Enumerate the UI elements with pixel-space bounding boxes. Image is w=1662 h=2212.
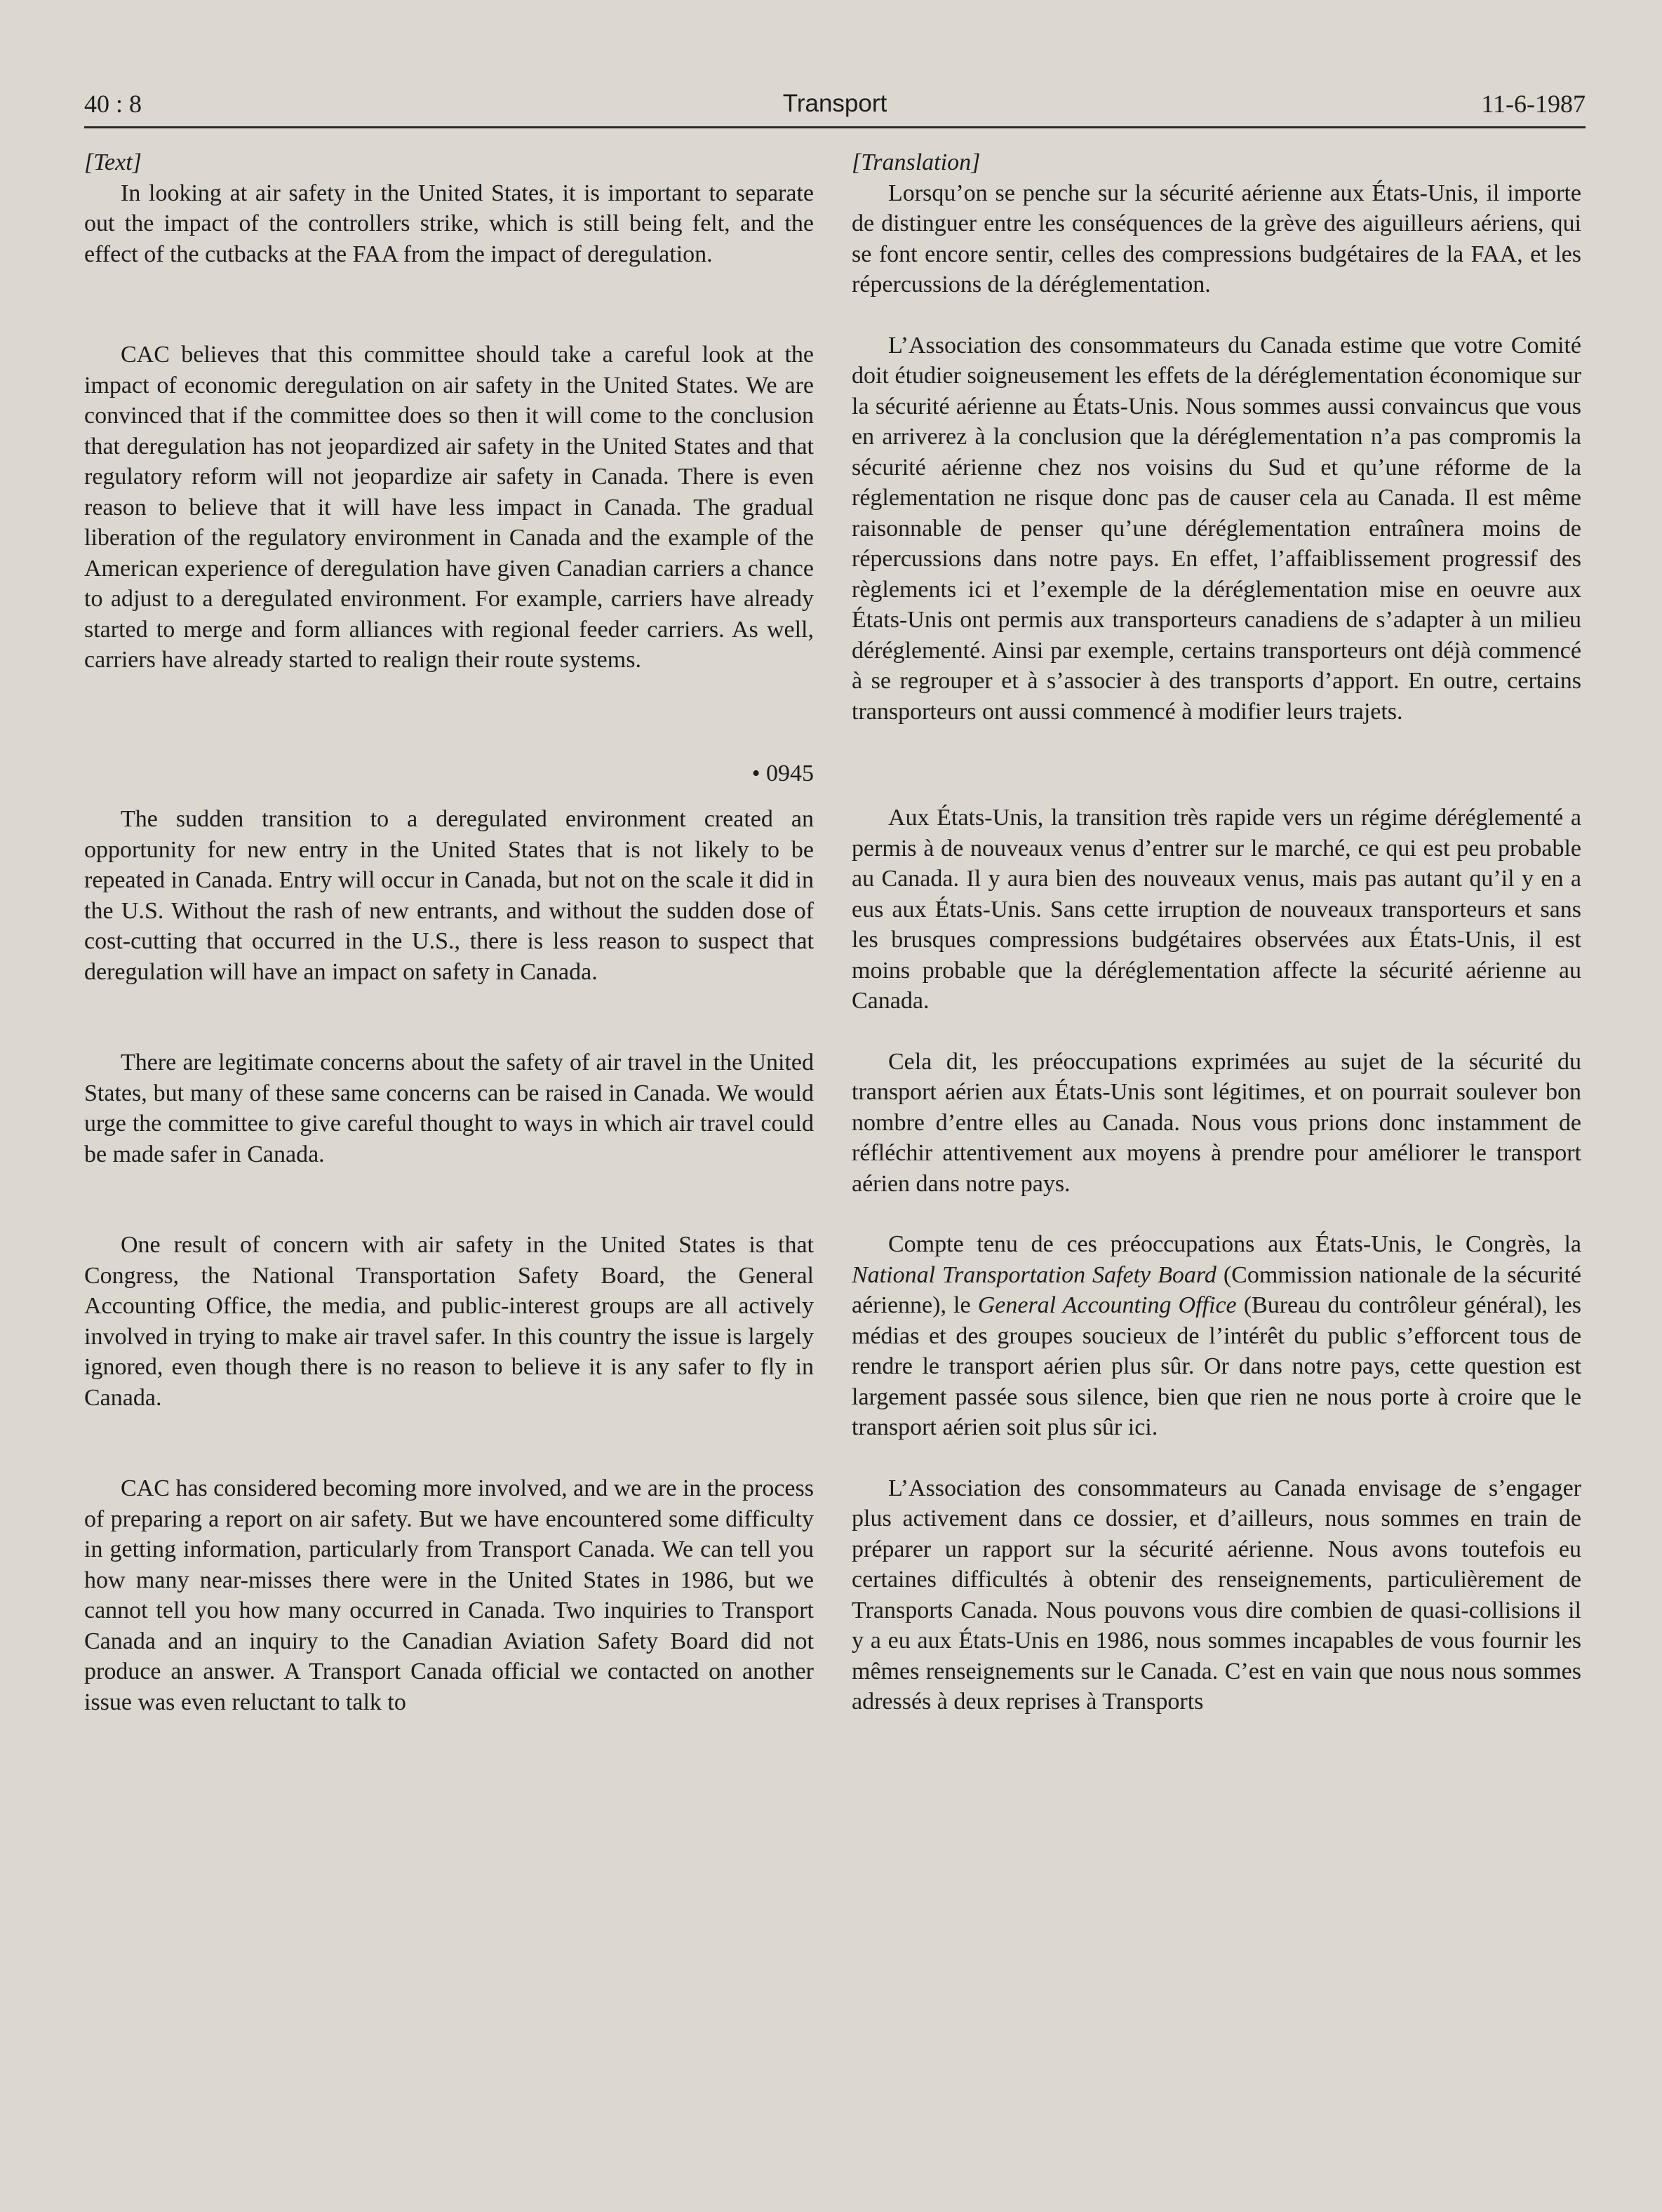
page-header: [84, 87, 1586, 128]
italic-name: General Accounting Office: [977, 1292, 1237, 1318]
paragraph: CAC believes that this committee should take a careful look at the impact of economic deregulation on air safety in the United States. We are convinced that if the committee does so then it will come to the conclusion that deregulation has not jeopardized air safety in the United States and that regulatory reform will not jeopardize air safety in Canada. There is even reason to believe that it will have less impact in Canada. The gradual liberation of the regulatory environment in Canada and the example of the American experience of deregulation have given Canadian carriers a chance to adjust to a deregulated environment. For example, carriers have already started to merge and form alliances with regional feeder carriers. As well, carriers have already started to realign their route systems.: [84, 342, 814, 673]
paragraph: CAC has considered becoming more involved, and we are in the process of preparing a report on air safety. But we have encountered some difficulty in getting information, particularly from Transport Canada. We can tell you how many near-misses there were in the United States in 1986, but we cannot tell you how many occurred in Canada. Two inquiries to Transport Canada and an inquiry to the Canadian Aviation Safety Board did not produce an answer. A Transport Canada official we contacted on another issue was even reluctant to talk to: [84, 1475, 814, 1715]
page-number: 40 : 8: [84, 90, 142, 118]
paragraph: Cela dit, les préoccupations exprimées au sujet de la sécurité du transport aérien aux États-Unis sont légitimes, et on pourrait soulever bon nombre d’entre elles au Canada. Nous vous prions donc instamment de réfléchir attentivement aux moyens à prendre pour améliorer le transport aérien dans notre pays.: [852, 1048, 1581, 1197]
paragraph: L’Association des consommateurs au Canada envisage de s’engager plus activement dans ce dossier, et d’ailleurs, nous sommes en train de préparer un rapport sur la sécurité aérienne. Nous avons toutefois eu certaines difficultés à obtenir des renseignements, particulièrement de Transports Canada. Nous pouvons vous dire combien de quasi-collisions il y a eu aux États-Unis en 1986, nous sommes incapables de vous fournir les mêmes renseignements sur le Canada. C’est en vain que nous nous sommes adressés à deux reprises à Transports: [852, 1475, 1581, 1715]
translation-label: [Translation]: [852, 149, 981, 175]
timestamp-marker: • 0945: [751, 760, 814, 786]
paragraph-text: Compte tenu de ces préoccupations aux États-Unis, le Congrès, la: [888, 1231, 1581, 1257]
paragraph: [852, 1229, 1581, 1443]
english-column: [84, 147, 814, 1717]
paragraph: Aux États-Unis, la transition très rapide vers un régime déréglementé a permis à de nouveaux venus d’entrer sur le marché, ce qui est peu probable au Canada. Il y aura bien des nouveaux venus, mais pas autant qu’il y en a eus aux États-Unis. Sans cette irruption de nouveaux transporteurs et sans les brusques compressions budgétaires observées aux États-Unis, il est moins probable que la déréglementation affecte la sécurité aérienne au Canada.: [852, 805, 1581, 1014]
header-date: 11-6-1987: [1481, 90, 1586, 118]
paragraph: One result of concern with air safety in the United States is that Congress, the National Transportation Safety Board, the General Accounting Office, the media, and public-interest groups are all actively involved in trying to make air travel safer. In this country the issue is largely ignored, even though there is no reason to believe it is any safer to fly in Canada.: [84, 1232, 814, 1411]
paragraph: In looking at air safety in the United States, it is important to separate out the impact of the controllers strike, which is still being felt, and the effect of the cutbacks at the FAA from the impact of deregulation.: [84, 180, 814, 267]
paragraph: Lorsqu’on se penche sur la sécurité aérienne aux États-Unis, il importe de distinguer entre les conséquences de la grève des aiguilleurs aériens, qui se font encore sentir, celles des compressions budgétaires de la FAA, et les répercussions de la déréglementation.: [852, 180, 1581, 297]
paragraph-text: (Bureau du contrôleur général), les médias et des groupes soucieux de l’intérêt du public s’efforcent tous de rendre le transport aérien plus sûr. Or dans notre pays, cette question est largement passée sous silence, bien que rien ne nous porte à croire que le transport aérien soit plus sûr ici.: [852, 1292, 1581, 1440]
paragraph: The sudden transition to a deregulated environment created an opportunity for new entry in the United States that is not likely to be repeated in Canada. Entry will occur in Canada, but not on the scale it did in the U.S. Without the rash of new entrants, and without the sudden dose of cost-cutting that occurred in the U.S., there is less reason to suspect that deregulation will have an impact on safety in Canada.: [84, 806, 814, 985]
paragraph: There are legitimate concerns about the safety of air travel in the United States, but many of these same concerns can be raised in Canada. We would urge the committee to give careful thought to ways in which air travel could be made safer in Canada.: [84, 1050, 814, 1167]
text-label: [Text]: [84, 149, 142, 175]
french-column: [852, 147, 1581, 1717]
italic-name: National Transportation Safety Board: [852, 1261, 1217, 1288]
paragraph-text: (Commission nationale de la sécurité aérienne), le: [852, 1261, 1581, 1318]
running-title: Transport: [782, 90, 887, 117]
paragraph: L’Association des consommateurs du Canada estime que votre Comité doit étudier soigneusement les effets de la déréglementation économique sur la sécurité aérienne au États-Unis. Nous sommes aussi convaincus que vous en arriverez à la conclusion que la déréglementation n’a pas compromis la sécurité aérienne chez nos voisins du Sud et qu’une réforme de la réglementation ne risque donc pas de causer cela au Canada. Il est même raisonnable de penser qu’une déréglementation entraînera moins de répercussions dans notre pays. En effet, l’affaiblissement progressif des règlements ici et l’exemple de la déréglementation mise en oeuvre aux États-Unis ont permis aux transporteurs canadiens de s’adapter à un milieu déréglementé. Ainsi par exemple, certains transporteurs ont déjà commencé à se regrouper et à s’associer à des transports d’apport. En outre, certains transporteurs ont aussi commencé à modifier leurs trajets.: [852, 332, 1581, 725]
